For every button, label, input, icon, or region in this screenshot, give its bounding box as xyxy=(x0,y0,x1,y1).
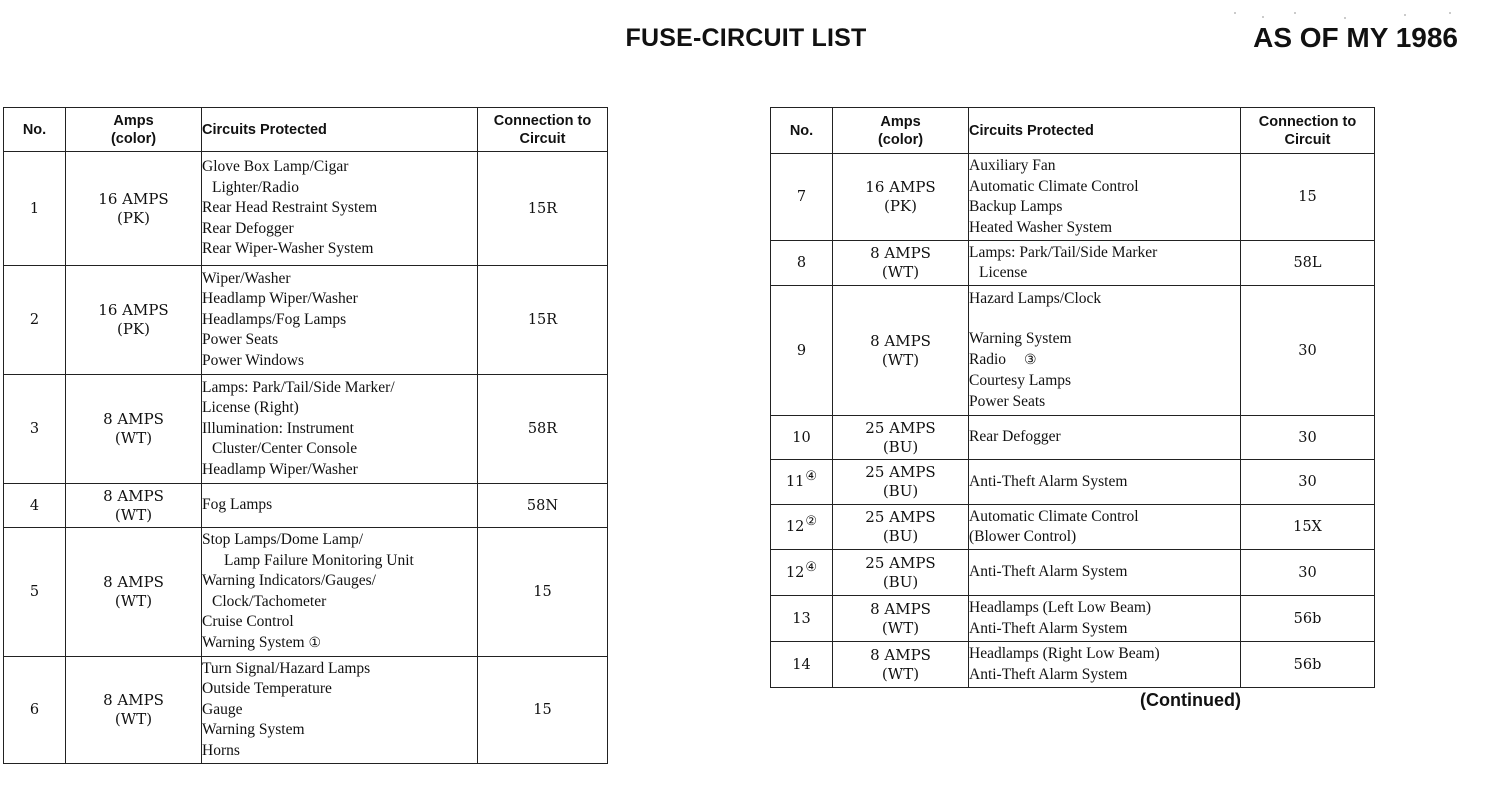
fuse-amps: 8 AMPS (WT) xyxy=(833,241,969,286)
table-row xyxy=(4,657,608,764)
table-row xyxy=(771,505,1375,550)
fuse-amps: 25 AMPS (BU) xyxy=(833,550,969,596)
circuits-protected: Automatic Climate Control (Blower Control) xyxy=(969,505,1241,550)
fuse-number: 12④ xyxy=(771,550,833,596)
table-row xyxy=(771,241,1375,286)
circuits-protected: Lamps: Park/Tail/Side Marker/ License (Right) Illumination: Instrument Cluster/Center Console Headlamp Wiper/Washer xyxy=(202,375,478,484)
circuits-protected: Glove Box Lamp/Cigar Lighter/Radio Rear Head Restraint System Rear Defogger Rear Wiper-Washer System xyxy=(202,152,478,266)
footnote-4-icon: ④ xyxy=(805,559,818,575)
fuse-number: 12② xyxy=(771,505,833,550)
table-row xyxy=(4,484,608,528)
header-amps: Amps (color) xyxy=(833,108,969,154)
table-row xyxy=(771,460,1375,505)
fuse-amps: 25 AMPS (BU) xyxy=(833,416,969,460)
table-row xyxy=(771,154,1375,241)
fuse-number: 10 xyxy=(771,416,833,460)
fuse-number: 6 xyxy=(4,657,66,764)
fuse-amps: 8 AMPS (WT) xyxy=(66,375,202,484)
page-title: FUSE-CIRCUIT LIST xyxy=(625,24,867,52)
fuse-amps: 8 AMPS (WT) xyxy=(66,484,202,528)
fuse-number: 9 xyxy=(771,286,833,416)
fuse-number: 8 xyxy=(771,241,833,286)
connection-to-circuit: 15R xyxy=(478,266,608,375)
connection-to-circuit: 15 xyxy=(478,657,608,764)
table-row xyxy=(4,266,608,375)
fuse-number: 1 xyxy=(4,152,66,266)
circuits-protected: Turn Signal/Hazard Lamps Outside Temperature Gauge Warning System Horns xyxy=(202,657,478,764)
footnote-1-icon: ① xyxy=(308,635,322,651)
scan-noise xyxy=(1224,12,1464,22)
fuse-amps: 8 AMPS (WT) xyxy=(66,657,202,764)
table-header-row xyxy=(771,108,1375,154)
fuse-number: 11④ xyxy=(771,460,833,505)
continued-label: (Continued) xyxy=(1140,690,1241,710)
connection-to-circuit: 56b xyxy=(1241,596,1375,642)
fuse-number: 14 xyxy=(771,642,833,688)
fuse-amps: 8 AMPS (WT) xyxy=(833,286,969,416)
footnote-2-icon: ② xyxy=(805,514,818,530)
fuse-number: 4 xyxy=(4,484,66,528)
header-connection: Connection to Circuit xyxy=(1241,108,1375,154)
header-connection: Connection to Circuit xyxy=(478,108,608,152)
table-row xyxy=(4,152,608,266)
footnote-3-icon: ③ xyxy=(1024,352,1037,368)
fuse-amps: 8 AMPS (WT) xyxy=(833,596,969,642)
fuse-amps: 8 AMPS (WT) xyxy=(833,642,969,688)
connection-to-circuit: 15 xyxy=(1241,154,1375,241)
header-circuits: Circuits Protected xyxy=(202,108,478,152)
table-row xyxy=(771,286,1375,416)
connection-to-circuit: 15 xyxy=(478,528,608,657)
circuits-protected: Headlamps (Right Low Beam) Anti-Theft Alarm System xyxy=(969,642,1241,688)
table-row xyxy=(771,596,1375,642)
model-year-label: AS OF MY 1986 xyxy=(1253,22,1458,53)
table-row xyxy=(4,375,608,484)
fuse-number: 3 xyxy=(4,375,66,484)
circuits-protected: Fog Lamps xyxy=(202,484,478,528)
connection-to-circuit: 58R xyxy=(478,375,608,484)
connection-to-circuit: 15R xyxy=(478,152,608,266)
fuse-number: 5 xyxy=(4,528,66,657)
fuse-amps: 16 AMPS (PK) xyxy=(833,154,969,241)
connection-to-circuit: 30 xyxy=(1241,416,1375,460)
connection-to-circuit: 56b xyxy=(1241,642,1375,688)
fuse-table-left xyxy=(3,107,608,764)
connection-to-circuit: 15X xyxy=(1241,505,1375,550)
fuse-number: 7 xyxy=(771,154,833,241)
circuits-protected: Lamps: Park/Tail/Side Marker License xyxy=(969,241,1241,286)
fuse-amps: 25 AMPS (BU) xyxy=(833,505,969,550)
connection-to-circuit: 30 xyxy=(1241,550,1375,596)
header-no: No. xyxy=(771,108,833,154)
fuse-amps: 25 AMPS (BU) xyxy=(833,460,969,505)
header-circuits: Circuits Protected xyxy=(969,108,1241,154)
fuse-number: 2 xyxy=(4,266,66,375)
table-row xyxy=(4,528,608,657)
circuits-protected: Anti-Theft Alarm System xyxy=(969,460,1241,505)
connection-to-circuit: 58N xyxy=(478,484,608,528)
circuits-protected: Anti-Theft Alarm System xyxy=(969,550,1241,596)
circuits-protected: Wiper/Washer Headlamp Wiper/Washer Headlamps/Fog Lamps Power Seats Power Windows xyxy=(202,266,478,375)
fuse-amps: 8 AMPS (WT) xyxy=(66,528,202,657)
connection-to-circuit: 30 xyxy=(1241,460,1375,505)
fuse-amps: 16 AMPS (PK) xyxy=(66,266,202,375)
fuse-amps: 16 AMPS (PK) xyxy=(66,152,202,266)
fuse-table-right xyxy=(770,107,1375,688)
connection-to-circuit: 58L xyxy=(1241,241,1375,286)
table-row xyxy=(771,642,1375,688)
table-row xyxy=(771,550,1375,596)
header-amps: Amps (color) xyxy=(66,108,202,152)
connection-to-circuit: 30 xyxy=(1241,286,1375,416)
circuits-protected: Stop Lamps/Dome Lamp/ Lamp Failure Monitoring Unit Warning Indicators/Gauges/ Clock/Tachometer Cruise Control Warning System ① xyxy=(202,528,478,657)
footnote-4-icon: ④ xyxy=(805,469,818,485)
circuits-protected: Auxiliary Fan Automatic Climate Control Backup Lamps Heated Washer System xyxy=(969,154,1241,241)
circuits-protected: Headlamps (Left Low Beam) Anti-Theft Alarm System xyxy=(969,596,1241,642)
header-no: No. xyxy=(4,108,66,152)
circuits-protected: Hazard Lamps/Clock Warning System Radio ③ Courtesy Lamps Power Seats xyxy=(969,286,1241,416)
fuse-number: 13 xyxy=(771,596,833,642)
circuits-protected: Rear Defogger xyxy=(969,416,1241,460)
table-row xyxy=(771,416,1375,460)
table-header-row xyxy=(4,108,608,152)
